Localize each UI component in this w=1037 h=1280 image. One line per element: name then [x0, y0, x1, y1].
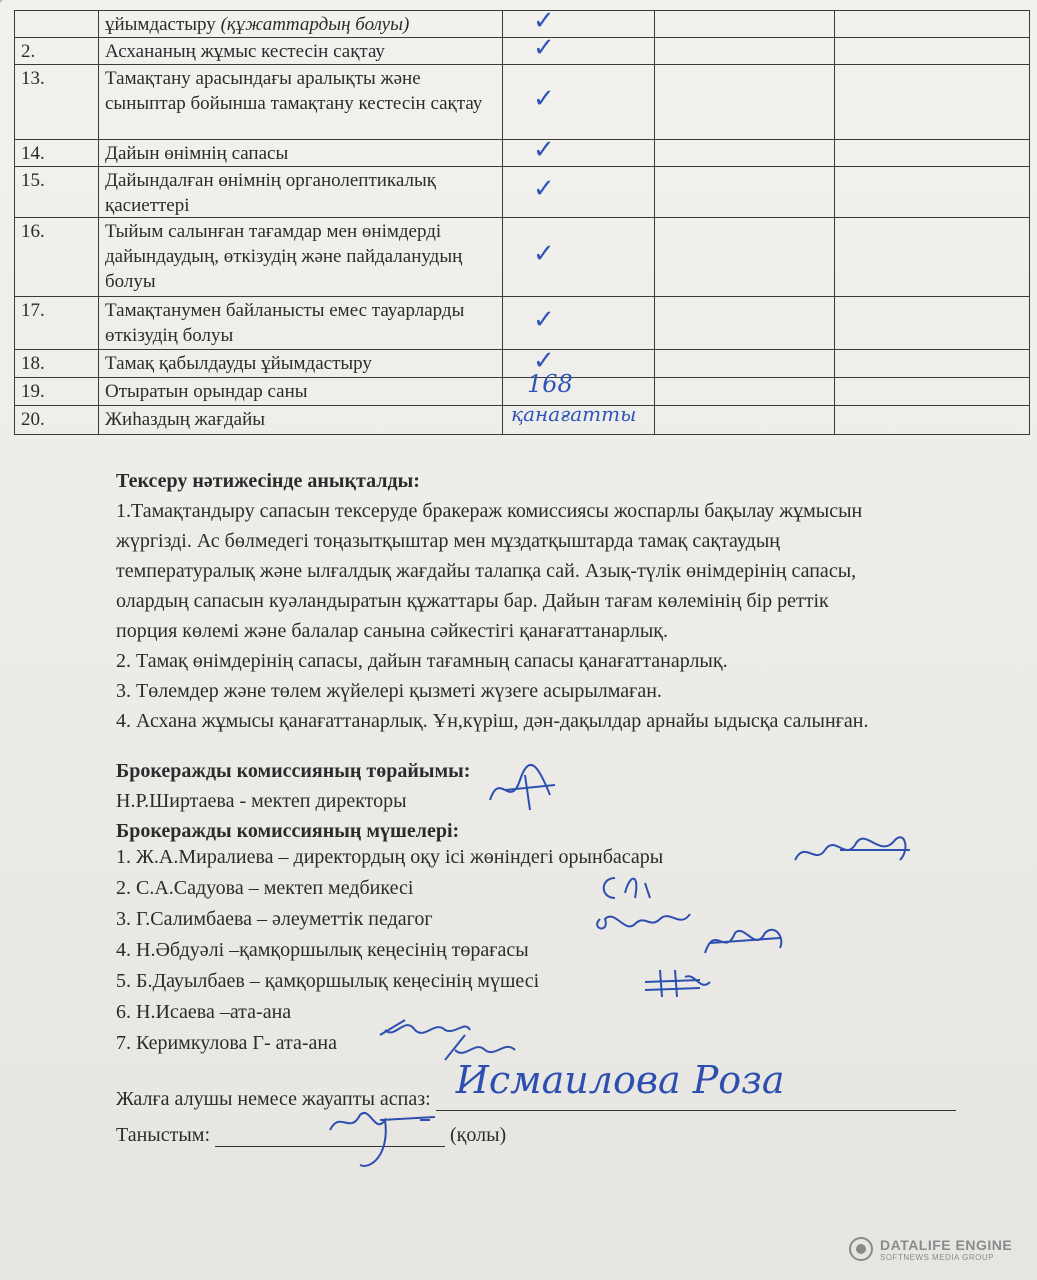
row-empty-cell — [654, 350, 834, 377]
checkmark-icon: ✓ — [533, 84, 555, 114]
row-mark-cell — [502, 370, 654, 405]
table-row — [14, 6, 1030, 38]
criterion-text: Тамақ қабылдауды ұйымдастыру — [105, 353, 372, 374]
findings-heading: Тексеру нәтижесінде анықталды: — [116, 470, 420, 492]
row-empty-cell — [654, 65, 834, 139]
table-row — [14, 135, 1030, 167]
row-empty-cell — [654, 297, 834, 349]
criterion-text: Тыйым салынған тағамдар мен өнімдерді дайындаудың, өткізудің және пайдаланудың болуы — [105, 221, 463, 292]
row-number: 18. — [14, 350, 98, 377]
member2-signature — [595, 868, 665, 908]
row-empty-cell — [654, 140, 834, 166]
finding-line: температуралық және ылғалдық жағдайы талапқа сай. Азық-түлік өнімдерінің сапасы, — [116, 560, 857, 582]
row-empty-cell — [834, 38, 1030, 64]
watermark — [848, 1236, 1012, 1262]
member7-signature — [440, 1030, 520, 1070]
member1-signature — [790, 820, 920, 880]
row-number: 2. — [14, 38, 98, 64]
row-criterion — [98, 38, 502, 64]
checkmark-icon: ✓ — [533, 6, 555, 36]
row-empty-cell — [654, 38, 834, 64]
row-mark-cell — [502, 218, 654, 296]
finding-line: 3. Төлемдер және төлем жүйелері қызметі жүзеге асырылмаған. — [116, 680, 662, 702]
acquainted-signature — [320, 1095, 450, 1175]
checkmark-icon: ✓ — [533, 345, 555, 376]
row-mark-cell — [502, 297, 654, 349]
row-criterion — [98, 11, 502, 37]
row-empty-cell — [654, 11, 834, 37]
commission-member: 1. Ж.А.Миралиева – директордың оқу ісі жөніндегі орынбасары — [116, 846, 664, 868]
cook-line — [116, 1058, 1036, 1111]
cook-signature-line — [436, 1058, 956, 1111]
table-row — [14, 167, 1030, 218]
criterion-note: (құжаттардың болуы) — [220, 14, 410, 35]
commission-member: 4. Н.Әбдуәлі –қамқоршылық кеңесінің төрағасы — [116, 939, 529, 961]
member4-signature — [700, 918, 790, 963]
criterion-text: Отыратын орындар саны — [105, 381, 308, 402]
row-mark-cell — [502, 167, 654, 217]
table-row — [14, 218, 1030, 297]
acquainted-label: Таныстым: — [116, 1124, 211, 1146]
row-number: 17. — [14, 297, 98, 349]
row-criterion — [98, 297, 502, 349]
row-criterion — [98, 65, 502, 139]
commission-member: 3. Г.Салимбаева – әлеуметтік педагог — [116, 908, 433, 930]
member3-signature — [590, 904, 700, 944]
row-empty-cell — [834, 406, 1030, 434]
member5-signature — [640, 962, 720, 1002]
criterion-text: Асхананың жұмыс кестесін сақтау — [105, 41, 385, 62]
checkmark-icon: ✓ — [533, 33, 555, 63]
row-number — [14, 11, 98, 37]
row-criterion — [98, 378, 502, 405]
signature-note: (қолы) — [450, 1124, 507, 1146]
datalife-logo-icon — [848, 1236, 874, 1262]
criterion-text: Дайын өнімнің сапасы — [105, 143, 289, 164]
row-mark-cell — [502, 402, 654, 434]
condition-handwritten: қанағатты — [511, 402, 637, 426]
table-row — [14, 345, 1030, 378]
row-empty-cell — [834, 378, 1030, 405]
row-empty-cell — [834, 11, 1030, 37]
criterion-text: Дайындалған өнімнің органолептикалық қасиеттері — [105, 170, 436, 216]
row-mark-cell — [502, 65, 654, 139]
criterion-text: Тамақтанумен байланысты емес тауарларды өткізудің болуы — [105, 300, 465, 346]
row-empty-cell — [834, 140, 1030, 166]
chair-heading: Брокеражды комиссияның төрайымы: — [116, 760, 471, 782]
table-row — [14, 65, 1030, 140]
row-mark-cell — [502, 345, 654, 377]
chair-signature — [480, 760, 570, 820]
row-empty-cell — [834, 167, 1030, 217]
criterion-text: ұйымдастыру — [105, 14, 221, 35]
table-row — [14, 297, 1030, 350]
commission-member: 6. Н.Исаева –ата-ана — [116, 1001, 292, 1023]
criterion-text: Тамақтану арасындағы аралықты және сыныптар бойынша тамақтану кестесін сақтау — [105, 68, 483, 114]
checkmark-icon: ✓ — [533, 239, 555, 269]
checkmark-icon: ✓ — [533, 305, 555, 335]
row-criterion — [98, 167, 502, 217]
finding-line: олардың сапасын куәландыратын құжаттары бар. Дайын тағам көлемінің бір реттік — [116, 590, 829, 612]
row-number: 20. — [14, 406, 98, 434]
row-empty-cell — [834, 350, 1030, 377]
row-number: 15. — [14, 167, 98, 217]
row-criterion — [98, 218, 502, 296]
row-mark-cell — [502, 135, 654, 166]
finding-line: 2. Тамақ өнімдерінің сапасы, дайын тағамның сапасы қанағаттанарлық. — [116, 650, 728, 672]
seat-count-handwritten: 168 — [527, 370, 573, 398]
row-empty-cell — [654, 218, 834, 296]
watermark-title: DATALIFE ENGINE — [880, 1236, 1013, 1253]
commission-member: 7. Керимкулова Г- ата-ана — [116, 1032, 337, 1054]
cook-label: Жалға алушы немесе жауапты аспаз: — [116, 1088, 431, 1110]
row-number: 13. — [14, 65, 98, 139]
finding-line: жүргізді. Ас бөлмедегі тоңазытқыштар мен мұздатқыштарда тамақ сақтаудың — [116, 530, 780, 552]
row-mark-cell — [502, 33, 654, 64]
row-empty-cell — [654, 378, 834, 405]
inspection-table — [14, 6, 1030, 435]
finding-line: порция көлемі және балалар санына сәйкестігі қанағаттанарлық. — [116, 620, 668, 642]
row-empty-cell — [834, 297, 1030, 349]
row-number: 16. — [14, 218, 98, 296]
row-criterion — [98, 350, 502, 377]
table-row — [14, 33, 1030, 65]
checkmark-icon: ✓ — [533, 135, 555, 165]
row-number: 14. — [14, 140, 98, 166]
commission-member: 2. С.А.Садуова – мектеп медбикесі — [116, 877, 414, 899]
checkmark-icon: ✓ — [533, 174, 555, 204]
row-number: 19. — [14, 378, 98, 405]
finding-line: 1.Тамақтандыру сапасын тексеруде бракераж комиссиясы жоспарлы бақылау жұмысын — [116, 500, 863, 522]
row-criterion — [98, 140, 502, 166]
cook-handwritten-name: Исмаилова Роза — [455, 1058, 785, 1102]
table-row — [14, 402, 1030, 435]
row-empty-cell — [654, 406, 834, 434]
chair-name: Н.Р.Ширтаева - мектеп директоры — [116, 790, 407, 812]
commission-member: 5. Б.Дауылбаев – қамқоршылық кеңесінің мүшесі — [116, 970, 540, 992]
members-heading: Брокеражды комиссияның мүшелері: — [116, 820, 460, 842]
row-criterion — [98, 406, 502, 434]
watermark-subtitle: SOFTNEWS MEDIA GROUP — [880, 1252, 995, 1262]
criterion-text: Жиһаздың жағдайы — [105, 409, 266, 430]
row-mark-cell — [502, 6, 654, 37]
row-empty-cell — [654, 167, 834, 217]
finding-line: 4. Асхана жұмысы қанағаттанарлық. Ұн,күріш, дән-дақылдар арнайы ыдысқа салынған. — [116, 710, 869, 732]
row-empty-cell — [834, 65, 1030, 139]
row-empty-cell — [834, 218, 1030, 296]
